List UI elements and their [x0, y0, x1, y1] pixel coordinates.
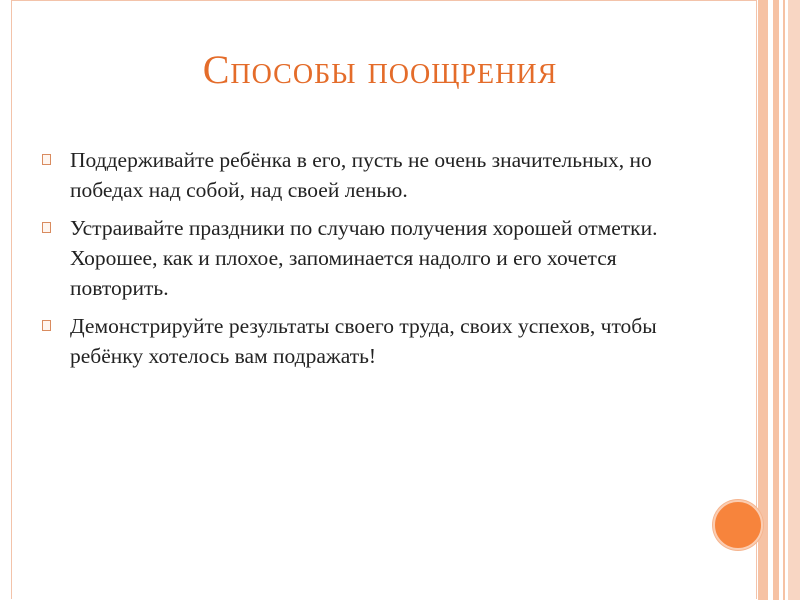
bullet-list: [42, 145, 662, 379]
bullet-text: Поддерживайте ребёнка в его, пусть не очень значительных, но победах над собой, над своей ленью.: [70, 148, 652, 202]
bullet-marker-icon: [42, 320, 51, 331]
bullet-marker-icon: [42, 222, 51, 233]
decorative-bar: [773, 0, 779, 600]
slide-title: Способы поощрения: [202, 47, 558, 92]
bullet-text: Устраивайте праздники по случаю получения хорошей отметки. Хорошее, как и плохое, запоминается надолго и его хочется повторить.: [70, 216, 658, 300]
bullet-marker-icon: [42, 154, 51, 165]
decorative-bar: [788, 0, 800, 600]
bullet-text: Демонстрируйте результаты своего труда, своих успехов, чтобы ребёнку хотелось вам подражать!: [70, 314, 657, 368]
decorative-circle-icon: [713, 500, 763, 550]
list-item: [42, 311, 662, 371]
decorative-bar: [783, 0, 785, 600]
list-item: [42, 213, 662, 303]
decorative-bar: [758, 0, 768, 600]
list-item: [42, 145, 662, 205]
